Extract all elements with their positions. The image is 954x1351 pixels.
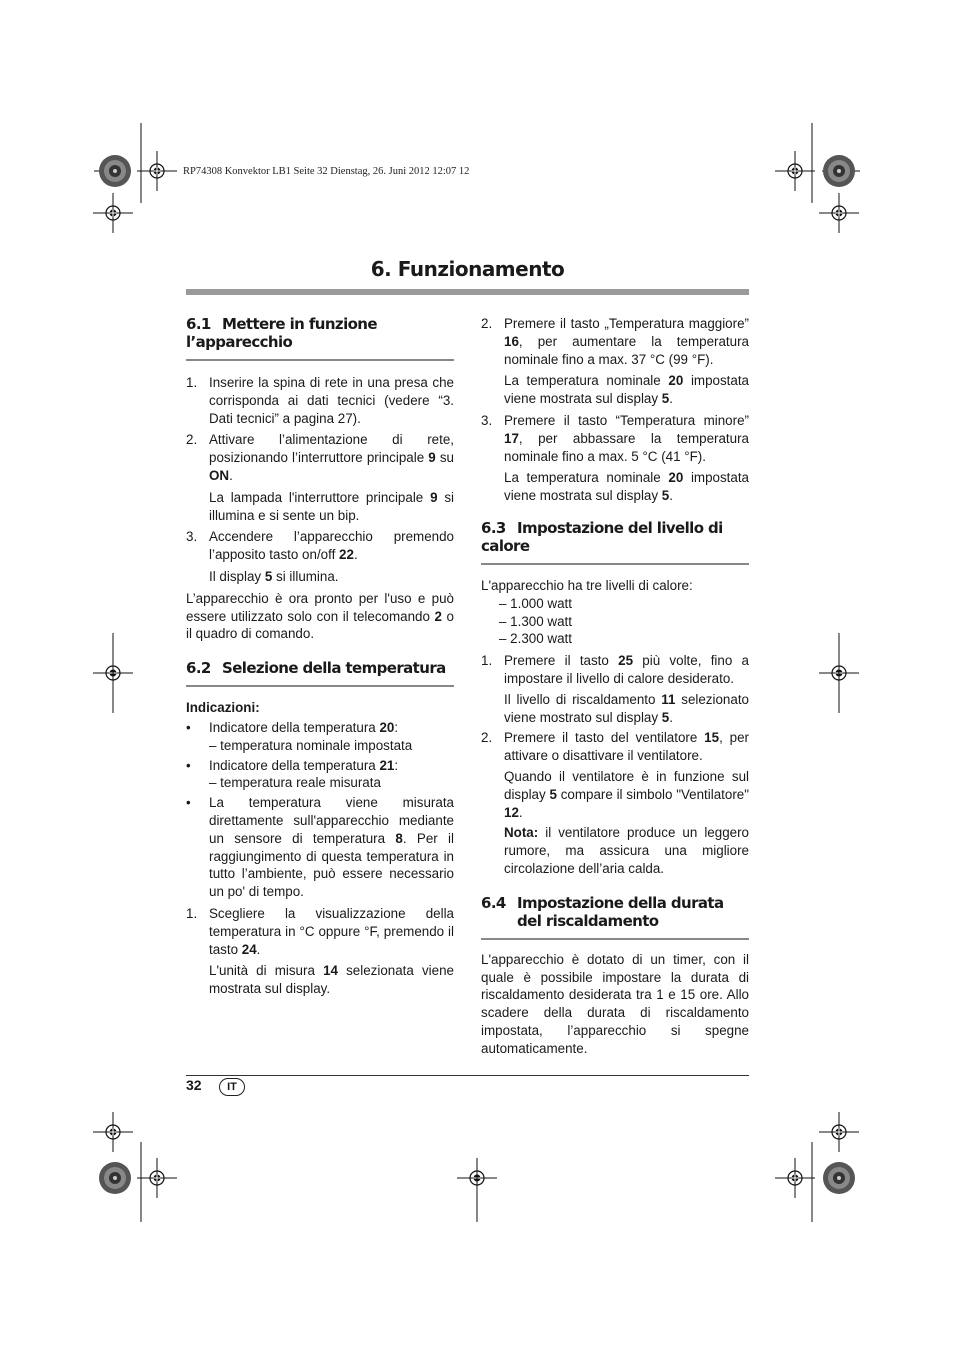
list-note: L'unità di misura 14 selezionata viene mostrata sul display.	[209, 963, 454, 997]
list-note: La temperatura nominale 20 impostata viene mostrata sul display 5.	[504, 373, 750, 407]
level-item: – 2.300 watt	[499, 631, 572, 647]
list-item: 1. Inserire la spina di rete in una presa che corrisponda ai dati tecnici (vedere “3. Dati tecnici” a pagina 27).	[186, 375, 454, 426]
print-slug: RP74308 Konvektor LB1 Seite 32 Dienstag, 26. Juni 2012 12:07 12	[183, 166, 470, 177]
section-6-4-heading: 6.4 Impostazione della durata del riscaldamento	[481, 894, 749, 940]
level-item: – 1.300 watt	[499, 613, 572, 629]
list-item: 2. Premere il tasto del ventilatore 15, per attivare o disattivare il ventilatore.	[481, 730, 749, 764]
bullet-item: • Indicatore della temperatura 20: – temperatura nominale impostata	[186, 719, 413, 753]
indications-label: Indicazioni:	[186, 700, 260, 716]
language-badge: IT	[219, 1078, 245, 1096]
list-item: 3. Premere il tasto “Temperatura minore” 17, per abbassare la temperatura nominale fino a max. 5 °C (41 °F).	[481, 412, 749, 464]
list-item: 3. Accendere l’apparecchio premendo l’apposito tasto on/off 22.	[186, 529, 454, 563]
paragraph: L'apparecchio è dotato di un timer, con il quale è possibile impostare la durata di riscaldamento desiderata tra 1 e 15 ore. Allo scadere della durata di riscaldamento impostata, l’apparecchio si spegne automaticamente.	[481, 951, 749, 1056]
page-number: 32	[186, 1077, 202, 1093]
section-6-3-heading: 6.3 Impostazione del livello di calore	[481, 519, 749, 565]
level-item: – 1.000 watt	[499, 595, 572, 611]
list-item: 1. Scegliere la visualizzazione della temperatura in °C oppure °F, premendo il tasto 24.	[186, 905, 454, 957]
note: Nota: il ventilatore produce un leggero rumore, ma assicura una migliore circolazione dell’aria calda.	[504, 825, 749, 876]
right-column	[481, 315, 749, 1058]
list-note: La lampada l'interruttore principale 9 si illumina e si sente un bip.	[209, 489, 454, 523]
chapter-title: 6. Funzionamento	[370, 257, 565, 281]
list-note: La temperatura nominale 20 impostata viene mostrata sul display 5.	[504, 470, 750, 504]
chapter-rule	[186, 289, 749, 295]
list-note: Il livello di riscaldamento 11 selezionato viene mostrato sul display 5.	[504, 691, 749, 725]
left-column	[186, 315, 454, 998]
bullet-item: • Indicatore della temperatura 21: – temperatura reale misurata	[186, 757, 399, 791]
bullet-item: • La temperatura viene misurata direttamente sull'apparecchio mediante un sensore di temperatura 8. Per il raggiungimento di questa temperatura in tutto l’ambiente, può essere necessario un po' di tempo.	[186, 795, 454, 900]
list-note: Il display 5 si illumina.	[209, 568, 339, 584]
footer-rule	[186, 1075, 749, 1076]
list-item: 2. Attivare l’alimentazione di rete, posizionando l’interruttore principale 9 su ON.	[186, 432, 454, 483]
section-6-2-heading: 6.2 Selezione della temperatura	[186, 659, 454, 687]
paragraph: L’apparecchio è ora pronto per l'uso e può essere utilizzato solo con il telecomando 2 o il quadro di comando.	[186, 590, 454, 642]
section-6-1-heading: 6.1 Mettere in funzione l’apparecchio	[186, 315, 454, 361]
list-item: 1. Premere il tasto 25 più volte, fino a impostare il livello di calore desiderato.	[481, 653, 749, 686]
list-item: 2. Premere il tasto „Temperatura maggiore” 16, per aumentare la temperatura nominale fino a max. 37 °C (99 °F).	[481, 316, 749, 367]
paragraph: L'apparecchio ha tre livelli di calore:	[481, 577, 693, 593]
list-note: Quando il ventilatore è in funzione sul display 5 compare il simbolo "Ventilatore" 12.	[504, 768, 750, 820]
